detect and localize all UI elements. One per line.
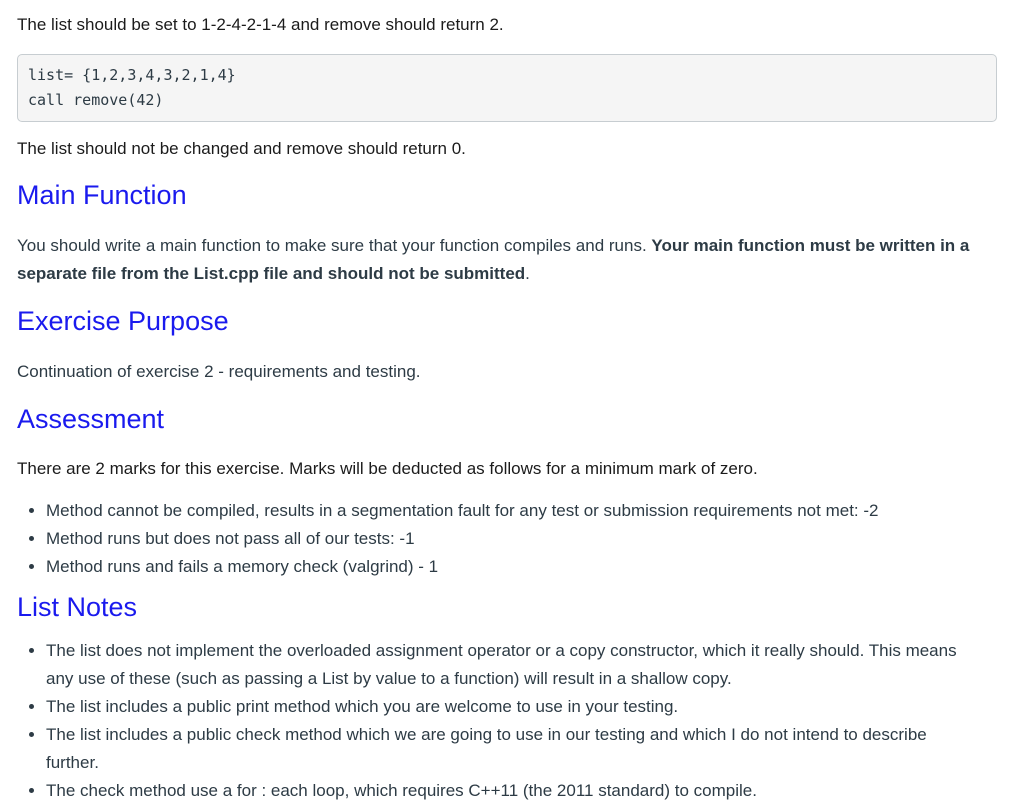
list-item: • The list includes a public check method which we are going to use in our testing and which I do not intend to describe further.: [46, 721, 976, 777]
main-function-text: [17, 232, 977, 288]
main-function-heading: Main Function: [17, 180, 187, 210]
list-item: • The list does not implement the overloaded assignment operator or a copy constructor, which it really should. This means any use of these (such as passing a List by value to a function) will result in a shallow copy.: [46, 637, 976, 693]
code-example: [17, 54, 997, 122]
code-line-2: call remove(42): [28, 91, 164, 109]
main-function-text-end: .: [525, 264, 530, 283]
list-item: • Method cannot be compiled, results in a segmentation fault for any test or submission requirements not met: -2: [46, 497, 976, 525]
code-line-1: list= {1,2,3,4,3,2,1,4}: [28, 66, 236, 84]
list-item: • Method runs but does not pass all of our tests: -1: [46, 525, 976, 553]
assessment-heading: Assessment: [17, 404, 165, 434]
list-notes-heading: List Notes: [17, 592, 138, 622]
after-code-text: The list should not be changed and remove should return 0.: [17, 139, 466, 158]
list-item: • The check method use a for : each loop, which requires C++11 (the 2011 standard) to compile.: [46, 777, 976, 805]
exercise-purpose-text: Continuation of exercise 2 - requirements and testing.: [17, 362, 421, 381]
main-function-text-bold: Your main function must be written in a separate file from the List.cpp file and should not be submitted: [17, 236, 970, 283]
main-function-text-plain: You should write a main function to make sure that your function compiles and runs.: [17, 236, 652, 255]
assessment-list: [17, 497, 976, 581]
assessment-text: There are 2 marks for this exercise. Marks will be deducted as follows for a minimum mark of zero.: [17, 459, 758, 478]
intro-text: The list should be set to 1-2-4-2-1-4 and remove should return 2.: [17, 15, 504, 34]
list-item: • The list includes a public print method which you are welcome to use in your testing.: [46, 693, 976, 721]
exercise-purpose-heading: Exercise Purpose: [17, 306, 229, 336]
list-item: • Method runs and fails a memory check (valgrind) - 1: [46, 553, 976, 581]
list-notes-list: [17, 637, 976, 805]
